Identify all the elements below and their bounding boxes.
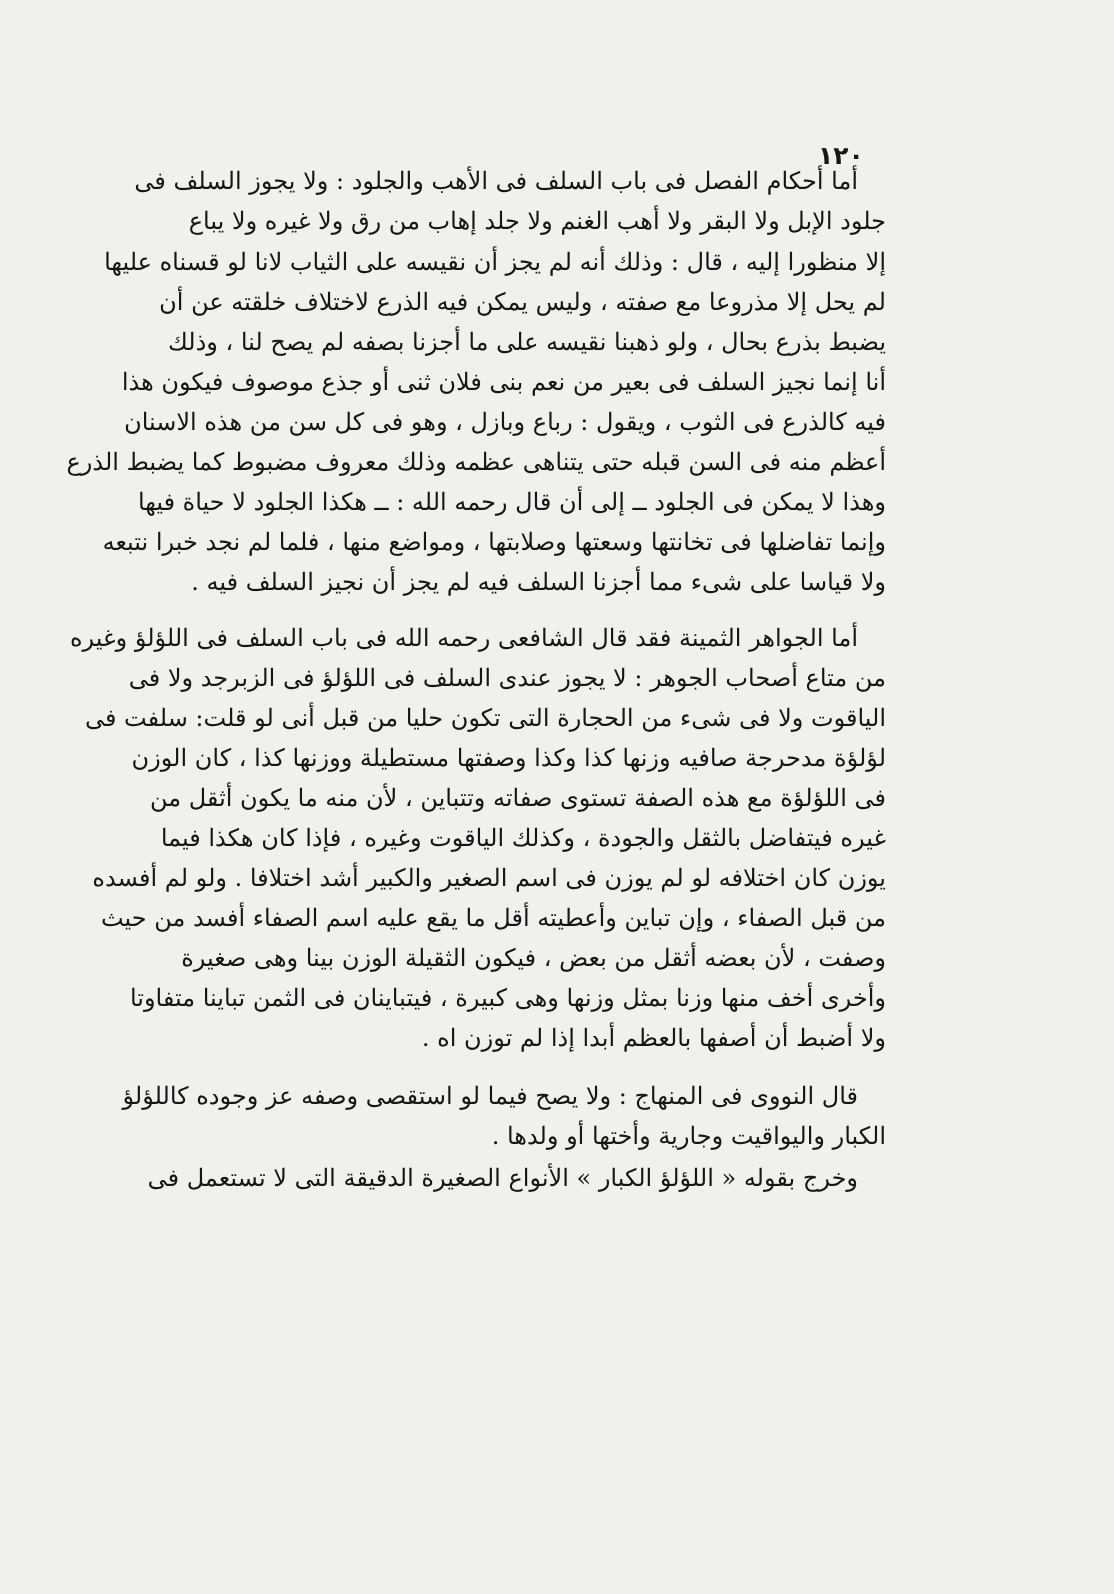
text-line: إلا منظورا إليه ، قال : وذلك أنه لم يجز أن نقيسه على الثياب لانا لو قسناه عليها: [104, 248, 886, 276]
text-line: وأخرى أخف منها وزنا بمثل وزنها وهى كبيرة ، فيتباينان فى الثمن تباينا متفاوتا: [129, 984, 886, 1012]
text-line: فى اللؤلؤة مع هذه الصفة تستوى صفاته وتتباين ، لأن منه ما يكون أثقل من: [150, 784, 886, 812]
text-line: ولا قياسا على شىء مما أجزنا السلف فيه لم يجز أن نجيز السلف فيه .: [191, 568, 886, 596]
text-line: وخرج بقوله « اللؤلؤ الكبار » الأنواع الصغيرة الدقيقة التى لا تستعمل فى: [147, 1164, 858, 1192]
text-line: من متاع أصحاب الجوهر : لا يجوز عندى السلف فى اللؤلؤ فى الزبرجد ولا فى: [128, 664, 886, 692]
text-line: وهذا لا يمكن فى الجلود ــ إلى أن قال رحمه الله : ــ هكذا الجلود لا حياة فيها: [137, 488, 886, 516]
text-line: فيه كالذرع فى الثوب ، ويقول : رباع وبازل ، وهو فى كل سن من هذه الاسنان: [124, 408, 886, 436]
text-line: وصفت ، لأن بعضه أثقل من بعض ، فيكون الثقيلة الوزن بينا وهى صغيرة: [181, 944, 886, 972]
text-line: وإنما تفاضلها فى تخانتها وسعتها وصلابتها ، ومواضع منها ، فلما لم نجد خبرا نتبعه: [102, 528, 886, 556]
text-line: أما أحكام الفصل فى باب السلف فى الأهب والجلود : ولا يجوز السلف فى: [134, 167, 858, 195]
text-line: غيره فيتفاضل بالثقل والجودة ، وكذلك الياقوت وغيره ، فإذا كان هكذا فيما: [160, 824, 886, 852]
text-line: يوزن كان اختلافه لو لم يوزن فى اسم الصغير والكبير أشد اختلافا . ولو لم أفسده: [92, 864, 886, 892]
text-line: الياقوت ولا فى شىء من الحجارة التى تكون حليا من قبل أنى لو قلت: سلفت فى: [84, 704, 886, 732]
text-line: أنا إنما نجيز السلف فى بعير من نعم بنى فلان ثنى أو جذع موصوف فيكون هذا: [121, 368, 886, 396]
text-line: لؤلؤة مدحرجة صافيه وزنها كذا وكذا وصفتها مستطيلة ووزنها كذا ، كان الوزن: [131, 744, 886, 772]
text-line: أما الجواهر الثمينة فقد قال الشافعى رحمه الله فى باب السلف فى اللؤلؤ وغيره: [69, 624, 858, 652]
text-line: جلود الإبل ولا البقر ولا أهب الغنم ولا جلد إهاب من رق ولا غيره ولا يباع: [188, 207, 886, 235]
text-line: أعظم منه فى السن قبله حتى يتناهى عظمه وذلك معروف مضبوط كما يضبط الذرع: [66, 448, 886, 476]
text-line: يضبط بذرع بحال ، ولو ذهبنا نقيسه على ما أجزنا بصفه لم يصح لنا ، وذلك: [168, 328, 886, 356]
text-line: قال النووى فى المنهاج : ولا يصح فيما لو استقصى وصفه عز وجوده كاللؤلؤ: [122, 1082, 858, 1110]
text-line: ولا أضبط أن أصفها بالعظم أبدا إذا لم توزن اه .: [421, 1024, 886, 1052]
text-line: لم يحل إلا مذروعا مع صفته ، وليس يمكن فيه الذرع لاختلاف خلقته عن أن: [159, 288, 886, 316]
text-line: من قبل الصفاء ، وإن تباين وأعطيته أقل ما يقع عليه اسم الصفاء أفسد من حيث: [100, 904, 886, 932]
page-number: ١٢٠: [818, 141, 864, 170]
text-line: الكبار واليواقيت وجارية وأختها أو ولدها .: [491, 1122, 886, 1150]
